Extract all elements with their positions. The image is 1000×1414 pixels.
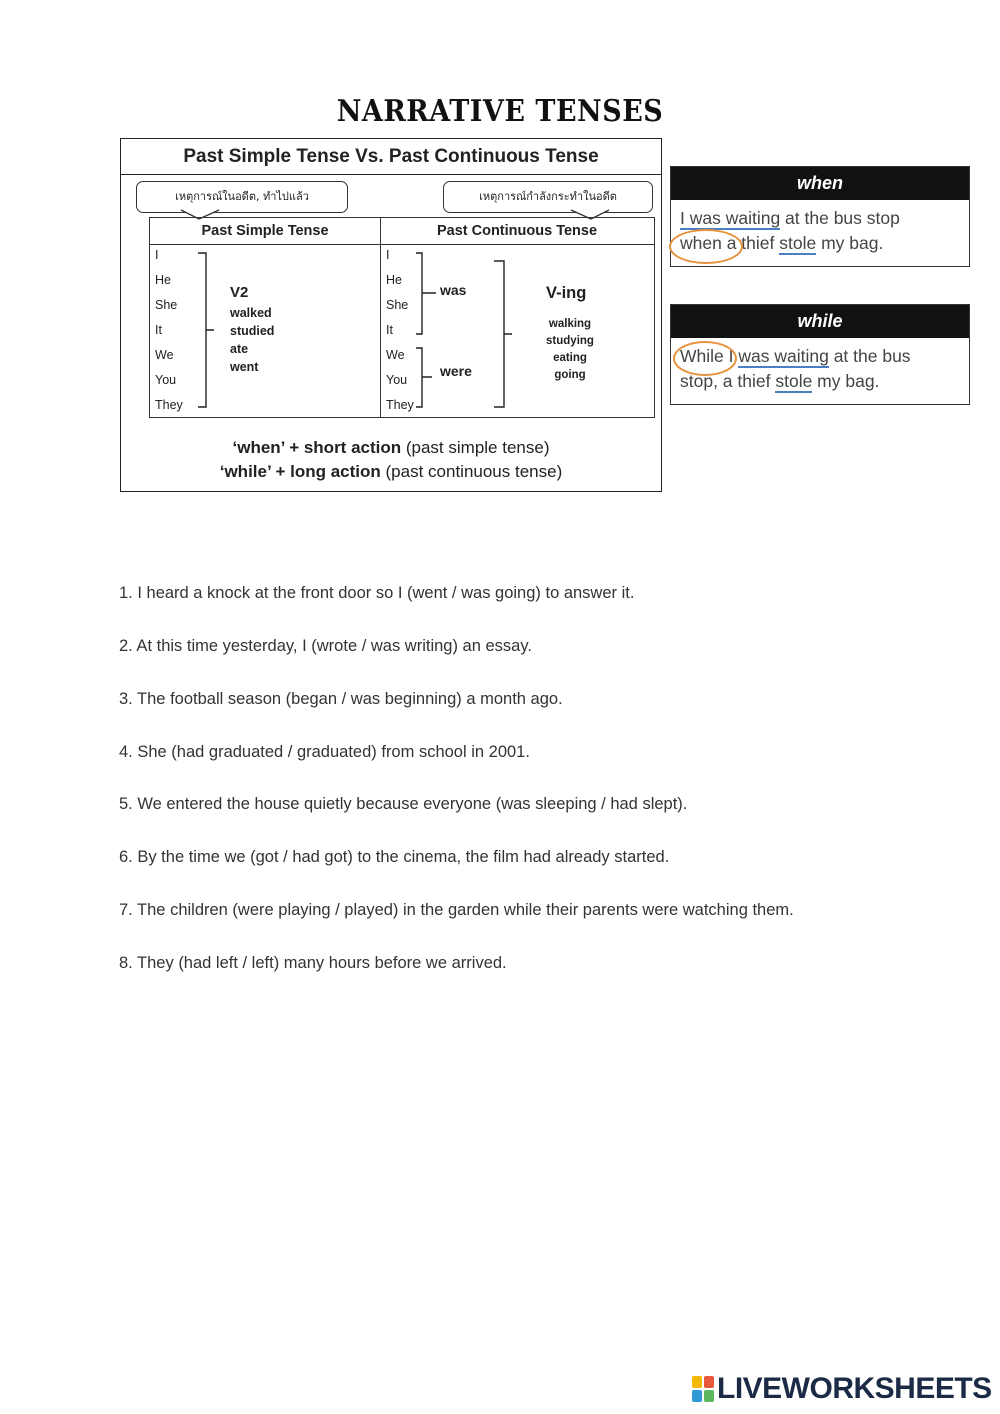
liveworksheets-icon bbox=[692, 1376, 714, 1402]
question-2[interactable]: 2. At this time yesterday, I (wrote / was writing) an essay. bbox=[119, 637, 532, 655]
pronoun: We bbox=[155, 348, 174, 362]
question-6[interactable]: 6. By the time we (got / had got) to the cinema, the film had already started. bbox=[119, 848, 670, 866]
were-label: were bbox=[440, 363, 472, 379]
question-4[interactable]: 4. She (had graduated / graduated) from school in 2001. bbox=[119, 743, 530, 761]
when-circle bbox=[669, 229, 743, 264]
continuous-verb: going bbox=[554, 369, 586, 381]
pronoun: They bbox=[386, 398, 414, 412]
pronoun: It bbox=[386, 323, 393, 337]
was-label: was bbox=[440, 282, 467, 298]
simple-verb: studied bbox=[230, 324, 275, 338]
question-7[interactable]: 7. The children (were playing / played) in the garden while their parents were watching them. bbox=[119, 901, 794, 919]
pronoun: You bbox=[386, 373, 408, 387]
col-heading-past-continuous: Past Continuous Tense bbox=[380, 218, 654, 245]
question-5[interactable]: 5. We entered the house quietly because everyone (was sleeping / had slept). bbox=[119, 795, 688, 813]
pronoun: I bbox=[386, 248, 390, 262]
chart-heading: Past Simple Tense Vs. Past Continuous Tense bbox=[121, 139, 661, 175]
bubble-past-simple: เหตุการณ์ในอดีต, ทำไปแล้ว bbox=[136, 181, 348, 213]
pronoun: He bbox=[386, 273, 402, 287]
while-example-box bbox=[670, 304, 970, 405]
question-8[interactable]: 8. They (had left / left) many hours before we arrived. bbox=[119, 954, 507, 972]
pronoun: I bbox=[155, 248, 159, 262]
logo-text: LIVEWORKSHEETS bbox=[717, 1372, 992, 1405]
when-heading: when bbox=[671, 167, 969, 200]
while-heading: while bbox=[671, 305, 969, 338]
while-example-text: While I was waiting at the bus stop, a thief stole my bag. bbox=[671, 338, 969, 394]
while-circle bbox=[673, 341, 737, 376]
when-example-box bbox=[670, 166, 970, 267]
col-heading-past-simple: Past Simple Tense bbox=[150, 218, 380, 245]
pronoun: It bbox=[155, 323, 162, 337]
when-example-text: I was waiting at the bus stop when a thief stole my bag. bbox=[671, 200, 969, 256]
tense-table bbox=[149, 217, 655, 418]
pronoun: She bbox=[386, 298, 409, 312]
simple-verb: walked bbox=[230, 306, 272, 320]
bracket-simple bbox=[196, 252, 216, 412]
bracket-continuous bbox=[412, 252, 512, 412]
continuous-verb: eating bbox=[553, 352, 587, 364]
v2-label: V2 bbox=[230, 284, 249, 301]
rule-while: ‘while’ + long action (past continuous tense) bbox=[219, 462, 563, 481]
pronoun: We bbox=[386, 348, 405, 362]
grammar-chart bbox=[120, 138, 662, 492]
bubble-past-continuous: เหตุการณ์กำลังกระทำในอดีต bbox=[443, 181, 653, 213]
simple-verb: ate bbox=[230, 342, 249, 356]
question-3[interactable]: 3. The football season (began / was beginning) a month ago. bbox=[119, 690, 563, 708]
continuous-verb: walking bbox=[548, 318, 592, 330]
continuous-verb: studying bbox=[546, 335, 594, 347]
page-title: NARRATIVE TENSES bbox=[336, 94, 664, 129]
pronoun: He bbox=[155, 273, 171, 287]
pronoun: They bbox=[155, 398, 183, 412]
question-1[interactable]: 1. I heard a knock at the front door so I (went / was going) to answer it. bbox=[119, 584, 635, 602]
pronoun: She bbox=[155, 298, 178, 312]
column-divider bbox=[380, 218, 381, 417]
simple-verb: went bbox=[230, 360, 259, 374]
ving-label: V-ing bbox=[546, 284, 587, 302]
pronoun: You bbox=[155, 373, 177, 387]
liveworksheets-logo[interactable] bbox=[692, 1373, 992, 1405]
rule-when: ‘when’ + short action (past simple tense) bbox=[232, 438, 550, 457]
